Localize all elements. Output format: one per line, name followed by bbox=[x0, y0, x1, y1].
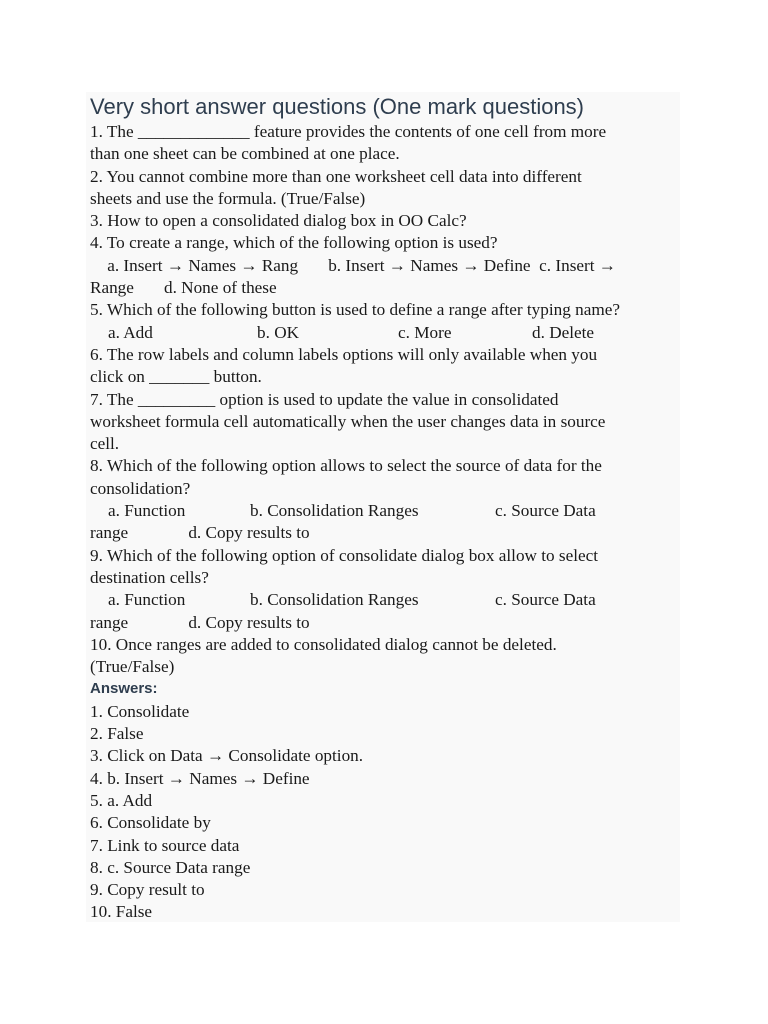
q8-option-a: a. Function bbox=[108, 501, 186, 521]
q9-option-a: a. Function bbox=[108, 590, 186, 610]
question-line: 1. The _____________ feature provides the contents of one cell from more bbox=[90, 122, 607, 141]
q5-option-a: a. Add bbox=[108, 322, 153, 342]
question-line: 8. Which of the following option allows to select the source of data for the bbox=[90, 456, 602, 476]
question-line: consolidation? bbox=[90, 478, 191, 498]
question-line: 4. To create a range, which of the following option is used? bbox=[90, 233, 498, 253]
answer-line: 10. False bbox=[90, 902, 153, 922]
question-line: destination cells? bbox=[90, 567, 209, 587]
q5-option-c: c. More bbox=[398, 322, 452, 342]
q5-options-row bbox=[90, 322, 680, 344]
answers-heading: Answers: bbox=[90, 680, 158, 698]
q9-option-b: b. Consolidation Ranges bbox=[250, 590, 419, 610]
question-line: 7. The _________ option is used to update the value in consolidated bbox=[90, 389, 559, 409]
q8-options-row bbox=[90, 500, 680, 522]
q5-option-d: d. Delete bbox=[532, 322, 595, 342]
question-line: 5. Which of the following button is used to define a range after typing name? bbox=[90, 300, 620, 320]
q8-option-b: b. Consolidation Ranges bbox=[250, 501, 419, 521]
question-line: 2. You cannot combine more than one worksheet cell data into different bbox=[90, 166, 582, 186]
page-heading: Very short answer questions (One mark questions) bbox=[90, 94, 585, 119]
answer-line: 7. Link to source data bbox=[90, 835, 240, 855]
question-line: 6. The row labels and column labels options will only available when you bbox=[90, 344, 598, 364]
question-option-line: a. Insert → Names → Rang b. Insert → Names → Define c. Insert → bbox=[90, 255, 616, 275]
q9-options-continued: range d. Copy results to bbox=[90, 612, 310, 632]
answer-line: 8. c. Source Data range bbox=[90, 857, 251, 877]
q8-option-c: c. Source Data bbox=[495, 501, 596, 521]
document-content bbox=[86, 92, 680, 922]
answer-line: 2. False bbox=[90, 724, 144, 744]
question-line: sheets and use the formula. (True/False) bbox=[90, 188, 366, 208]
question-line: (True/False) bbox=[90, 657, 175, 677]
question-line: 10. Once ranges are added to consolidated dialog cannot be deleted. bbox=[90, 634, 557, 654]
q5-option-b: b. OK bbox=[257, 322, 300, 342]
answer-line: 4. b. Insert → Names → Define bbox=[90, 768, 310, 788]
question-option-line: Range d. None of these bbox=[90, 278, 277, 298]
answer-line: 6. Consolidate by bbox=[90, 813, 211, 833]
question-line: 3. How to open a consolidated dialog box in OO Calc? bbox=[90, 211, 467, 231]
question-line: 9. Which of the following option of consolidate dialog box allow to select bbox=[90, 545, 599, 565]
question-line: than one sheet can be combined at one place. bbox=[90, 144, 400, 164]
question-line: click on _______ button. bbox=[90, 367, 262, 387]
answer-line: 5. a. Add bbox=[90, 790, 153, 810]
question-line: worksheet formula cell automatically when the user changes data in source bbox=[90, 411, 606, 431]
answer-line: 3. Click on Data → Consolidate option. bbox=[90, 746, 364, 766]
q9-options-row bbox=[90, 589, 680, 611]
q8-options-continued: range d. Copy results to bbox=[90, 523, 310, 543]
answer-line: 9. Copy result to bbox=[90, 880, 205, 900]
q9-option-c: c. Source Data bbox=[495, 590, 596, 610]
question-line: cell. bbox=[90, 434, 120, 454]
answer-line: 1. Consolidate bbox=[90, 701, 190, 721]
